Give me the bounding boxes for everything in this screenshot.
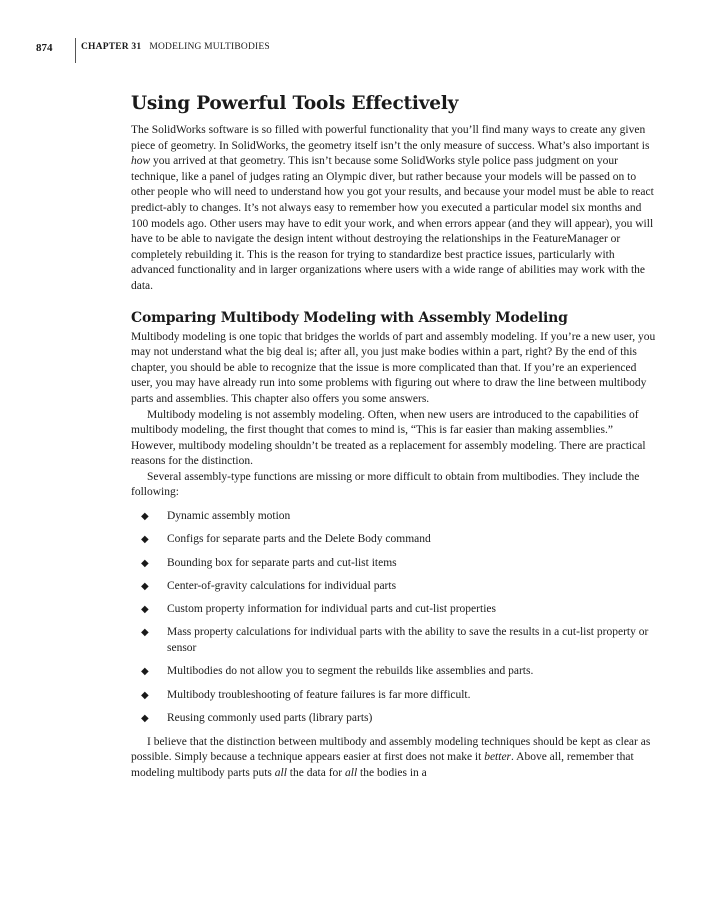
list-item: ◆ Multibodies do not allow you to segment the rebuilds like assemblies and parts. [131,664,656,680]
diamond-bullet-icon: ◆ [141,627,149,639]
diamond-bullet-icon: ◆ [141,689,149,701]
paragraph: The SolidWorks software is so filled with powerful functionality that you’ll find many ways to create any given piece of geometry. In SolidWorks, the geometry itself isn’t the only measure of success. What’s also important is how you arrived at that geometry. This isn’t because some SolidWorks style police pass judgment on your technique, like a panel of judges rating an Olympic diver, but rather because your models will be passed on to other people who will need to understand how you got your results, and because your model must be able to react predict-ably to changes. It’s not always easy to remember how you executed a particular model six months and 100 models ago. Other users may have to edit your work, and when errors appear (and they will appear), you will have to be able to navigate the design intent without destroying the relationships in the FeatureManager or completely rebuilding it. This is the reason for trying to standardize best practice issues, particularly with advanced functionality and in larger organizations where users with a wide range of abilities may work with the data. [131,124,654,292]
list-item: ◆ Multibody troubleshooting of feature failures is far more difficult. [131,688,656,704]
running-header [36,40,697,62]
chapter-header [81,42,270,52]
page-number: 874 [36,42,53,54]
paragraph: I believe that the distinction between multibody and assembly modeling techniques should be kept as clear as possible. Simply because a technique appears easier at first does not make it better. Above all, remember that modeling multibody parts puts all the data for all the bodies in a [131,735,651,779]
list-item: ◆ Reusing commonly used parts (library parts) [131,711,656,727]
diamond-bullet-icon: ◆ [141,580,149,592]
section-heading-comparing: Comparing Multibody Modeling with Assembly Modeling [131,309,568,326]
list-item: ◆ Dynamic assembly motion [131,509,656,525]
section-heading-tools: Using Powerful Tools Effectively [131,93,459,114]
paragraph: Multibody modeling is not assembly modeling. Often, when new users are introduced to the capabilities of multibody modeling, the first thought that comes to mind is, “This is far easier than making assemblies.” However, multibody modeling shouldn’t be treated as a replacement for assembly modeling. There are practical reasons for the distinction. [131,408,646,468]
paragraph: Several assembly-type functions are missing or more difficult to obtain from multibodies. They include the following: [131,470,640,499]
list-item: ◆ Bounding box for separate parts and cut-list items [131,556,656,572]
chapter-label: CHAPTER 31 [81,42,142,52]
chapter-title: MODELING MULTIBODIES [149,42,270,52]
list-item: ◆ Center-of-gravity calculations for individual parts [131,579,656,595]
diamond-bullet-icon: ◆ [141,511,149,523]
diamond-bullet-icon: ◆ [141,557,149,569]
page-body [131,93,656,781]
diamond-bullet-icon: ◆ [141,712,149,724]
diamond-bullet-icon: ◆ [141,534,149,546]
paragraph: Multibody modeling is one topic that bridges the worlds of part and assembly modeling. If you’re a new user, you may not understand what the big deal is; after all, you just make bodies within a part, right? By the end of this chapter, you should be able to recognize that the issue is more complicated than that. If you’re an experienced user, you may have already run into some problems with figuring out where to draw the line between multibody parts and assemblies. This chapter also offers you some answers. [131,330,656,405]
list-item: ◆ Mass property calculations for individual parts with the ability to save the results in a cut-list property or sensor [141,626,649,655]
list-item: ◆ Configs for separate parts and the Delete Body command [131,532,656,548]
list-item: ◆ Custom property information for individual parts and cut-list properties [131,602,656,618]
header-divider [75,38,76,63]
diamond-bullet-icon: ◆ [141,666,149,678]
diamond-bullet-icon: ◆ [141,604,149,616]
feature-list [131,509,656,726]
